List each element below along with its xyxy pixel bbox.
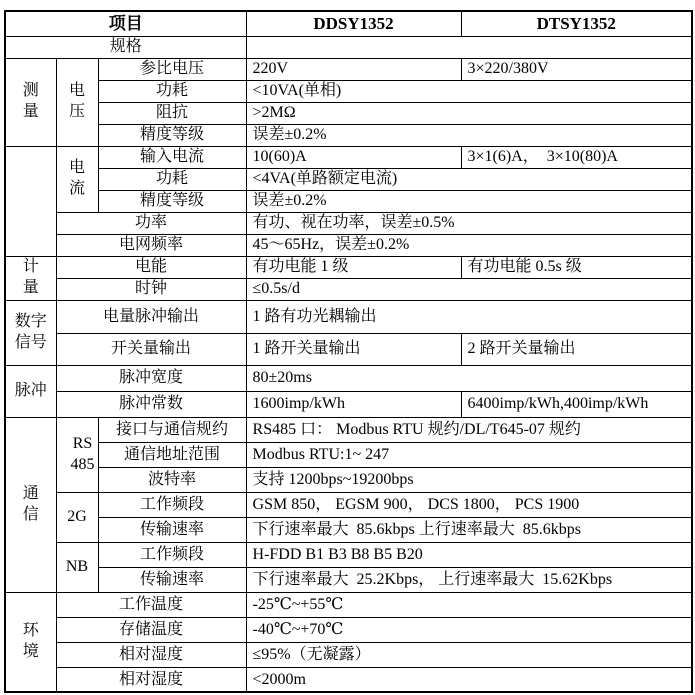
input-current-dtsy: 3×1(6)A， 3×10(80)A	[461, 146, 692, 168]
row-switch-output	[5, 333, 692, 365]
group-nb	[56, 542, 98, 592]
row-energy	[5, 256, 692, 278]
storage-temp-label: 存储温度	[56, 617, 246, 642]
voltage-accuracy-value: 误差±0.2%	[246, 124, 692, 146]
row-voltage-accuracy	[5, 124, 692, 146]
2g-rate-label: 传输速率	[98, 517, 246, 542]
rs485-address-label: 通信地址范围	[98, 442, 246, 467]
input-current-label: 输入电流	[98, 146, 246, 168]
impedance-label: 阻抗	[98, 102, 246, 124]
switch-output-label: 开关量输出	[56, 333, 246, 365]
ref-voltage-dtsy: 3×220/380V	[461, 58, 692, 80]
header-dtsy1352: DTSY1352	[461, 11, 692, 36]
current-accuracy-label: 精度等级	[98, 190, 246, 212]
group-measure	[5, 58, 56, 146]
row-2g-band	[5, 492, 692, 517]
group-measure-blank	[5, 146, 56, 256]
input-current-ddsy: 10(60)A	[246, 146, 461, 168]
group-env	[5, 592, 56, 692]
clock-value: ≤0.5s/d	[246, 278, 692, 300]
nb-band-value: H-FDD B1 B3 B8 B5 B20	[246, 542, 692, 567]
group-nb-label: NB	[65, 558, 89, 576]
row-grid-freq	[5, 234, 692, 256]
row-humidity	[5, 642, 692, 667]
rs485-address-value: Modbus RTU:1~ 247	[246, 442, 692, 467]
voltage-accuracy-label: 精度等级	[98, 124, 246, 146]
pulse-constant-dtsy: 6400imp/kWh,400imp/kWh	[461, 391, 692, 417]
row-rs485-baud	[5, 467, 692, 492]
pulse-constant-ddsy: 1600imp/kWh	[246, 391, 461, 417]
altitude-value: <2000m	[246, 667, 692, 692]
group-metering-label: 计量	[22, 258, 39, 296]
voltage-consumption-label: 功耗	[98, 80, 246, 102]
row-ref-voltage	[5, 58, 692, 80]
pulse-output-value: 1 路有功光耦输出	[246, 300, 692, 333]
storage-temp-value: -40℃~+70℃	[246, 617, 692, 642]
switch-output-dtsy: 2 路开关量输出	[461, 333, 692, 365]
switch-output-ddsy: 1 路开关量输出	[246, 333, 461, 365]
row-pulse-constant	[5, 391, 692, 417]
altitude-label: 相对湿度	[56, 667, 246, 692]
row-current-consumption	[5, 168, 692, 190]
ref-voltage-label: 参比电压	[98, 58, 246, 80]
row-altitude	[5, 667, 692, 692]
row-nb-band	[5, 542, 692, 567]
2g-rate-value: 下行速率最大 85.6kbps 上行速率最大 85.6kbps	[246, 517, 692, 542]
row-impedance	[5, 102, 692, 124]
current-accuracy-value: 误差±0.2%	[246, 190, 692, 212]
group-pulse	[5, 365, 56, 417]
row-rs485-protocol	[5, 417, 692, 442]
row-storage-temp	[5, 617, 692, 642]
grid-freq-label: 电网频率	[56, 234, 246, 256]
energy-ddsy: 有功电能 1 级	[246, 256, 461, 278]
group-measure-label: 测量	[22, 82, 39, 120]
row-input-current	[5, 146, 692, 168]
power-label: 功率	[56, 212, 246, 234]
humidity-value: ≤95%（无凝露）	[246, 642, 692, 667]
ref-voltage-ddsy: 220V	[246, 58, 461, 80]
nb-rate-value: 下行速率最大 25.2Kbps， 上行速率最大 15.62Kbps	[246, 567, 692, 592]
row-pulse-width	[5, 365, 692, 391]
spec-label: 规格	[5, 36, 246, 58]
pulse-output-label: 电量脉冲输出	[56, 300, 246, 333]
group-voltage-label: 电压	[68, 82, 85, 120]
rs485-baud-label: 波特率	[98, 467, 246, 492]
2g-band-label: 工作频段	[98, 492, 246, 517]
group-2g	[56, 492, 98, 542]
group-2g-label: 2G	[67, 508, 87, 526]
row-work-temp	[5, 592, 692, 617]
voltage-consumption-value: <10VA(单相)	[246, 80, 692, 102]
clock-label: 时钟	[56, 278, 246, 300]
pulse-constant-label: 脉冲常数	[56, 391, 246, 417]
group-comm	[5, 417, 56, 592]
nb-rate-label: 传输速率	[98, 567, 246, 592]
header-row	[5, 11, 692, 36]
row-spec	[5, 36, 692, 58]
2g-band-value: GSM 850， EGSM 900， DCS 1800， PCS 1900	[246, 492, 692, 517]
group-current-label: 电流	[68, 159, 85, 197]
rs485-protocol-label: 接口与通信规约	[98, 417, 246, 442]
group-metering	[5, 256, 56, 300]
humidity-label: 相对湿度	[56, 642, 246, 667]
row-voltage-consumption	[5, 80, 692, 102]
group-rs485	[56, 417, 98, 492]
current-consumption-value: <4VA(单路额定电流)	[246, 168, 692, 190]
group-comm-label: 通信	[22, 484, 39, 523]
group-digital-label: 数字信号	[14, 312, 47, 351]
rs485-protocol-value: RS485 口： Modbus RTU 规约/DL/T645-07 规约	[246, 417, 692, 442]
row-power	[5, 212, 692, 234]
spec-table	[4, 10, 693, 693]
impedance-value: >2MΩ	[246, 102, 692, 124]
work-temp-value: -25℃~+55℃	[246, 592, 692, 617]
rs485-baud-value: 支持 1200bps~19200bps	[246, 467, 692, 492]
group-current	[56, 146, 98, 212]
work-temp-label: 工作温度	[56, 592, 246, 617]
group-voltage	[56, 58, 98, 146]
current-consumption-label: 功耗	[98, 168, 246, 190]
pulse-width-label: 脉冲宽度	[56, 365, 246, 391]
row-clock	[5, 278, 692, 300]
group-rs485-label: RS 485	[70, 434, 95, 473]
row-nb-rate	[5, 567, 692, 592]
energy-label: 电能	[56, 256, 246, 278]
header-item: 项目	[5, 11, 246, 36]
row-pulse-output	[5, 300, 692, 333]
row-rs485-address	[5, 442, 692, 467]
spec-value	[246, 36, 692, 58]
energy-dtsy: 有功电能 0.5s 级	[461, 256, 692, 278]
group-env-label: 环境	[22, 621, 39, 660]
group-digital	[5, 300, 56, 365]
power-value: 有功、视在功率，误差±0.5%	[246, 212, 692, 234]
group-pulse-label: 脉冲	[14, 382, 47, 400]
nb-band-label: 工作频段	[98, 542, 246, 567]
grid-freq-value: 45～65Hz，误差±0.2%	[246, 234, 692, 256]
header-ddsy1352: DDSY1352	[246, 11, 461, 36]
pulse-width-value: 80±20ms	[246, 365, 692, 391]
row-current-accuracy	[5, 190, 692, 212]
row-2g-rate	[5, 517, 692, 542]
